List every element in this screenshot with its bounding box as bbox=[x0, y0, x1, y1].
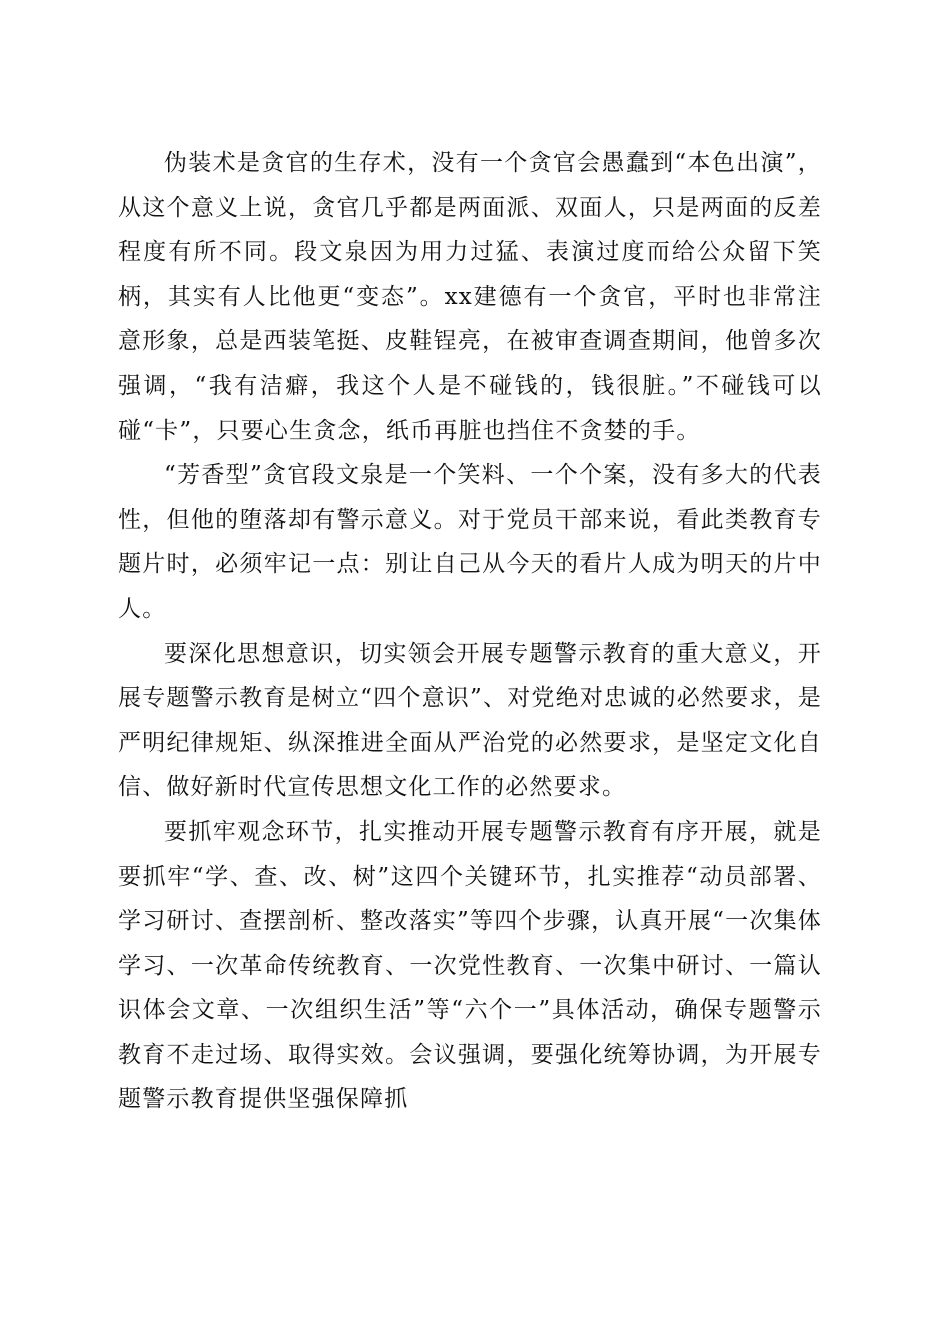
paragraph-2: “芳香型”贪官段文泉是一个笑料、一个个案，没有多大的代表性，但他的堕落却有警示意义。对于党员干部来说，看此类教育专题片时，必须牢记一点：别让自己从今天的看片人成为明天的片中人。 bbox=[118, 462, 822, 622]
document-body bbox=[118, 141, 822, 1122]
paragraph-4: 要抓牢观念环节，扎实推动开展专题警示教育有序开展，就是要抓牢“学、查、改、树”这四个关键环节，扎实推荐“动员部署、学习研讨、查摆剖析、整改落实”等四个步骤，认真开展“一次集体学习、一次革命传统教育、一次党性教育、一次集中研讨、一篇认识体会文章、一次组织生活”等“六个一”具体活动，确保专题警示教育不走过场、取得实效。会议强调，要强化统筹协调，为开展专题警示教育提供坚强保障抓 bbox=[118, 818, 822, 1113]
paragraph-1: 伪装术是贪官的生存术，没有一个贪官会愚蠢到“本色出演”，从这个意义上说，贪官几乎都是两面派、双面人，只是两面的反差程度有所不同。段文泉因为用力过猛、表演过度而给公众留下笑柄，其实有人比他更“变态”。xx建德有一个贪官，平时也非常注意形象，总是西装笔挺、皮鞋锃亮，在被审查调查期间，他曾多次强调，“我有洁癖，我这个人是不碰钱的，钱很脏。”不碰钱可以碰“卡”，只要心生贪念，纸币再脏也挡住不贪婪的手。 bbox=[118, 150, 822, 444]
paragraph-3: 要深化思想意识，切实领会开展专题警示教育的重大意义，开展专题警示教育是树立“四个意识”、对党绝对忠诚的必然要求，是严明纪律规矩、纵深推进全面从严治党的必然要求，是坚定文化自信、做好新时代宣传思想文化工作的必然要求。 bbox=[118, 640, 822, 801]
